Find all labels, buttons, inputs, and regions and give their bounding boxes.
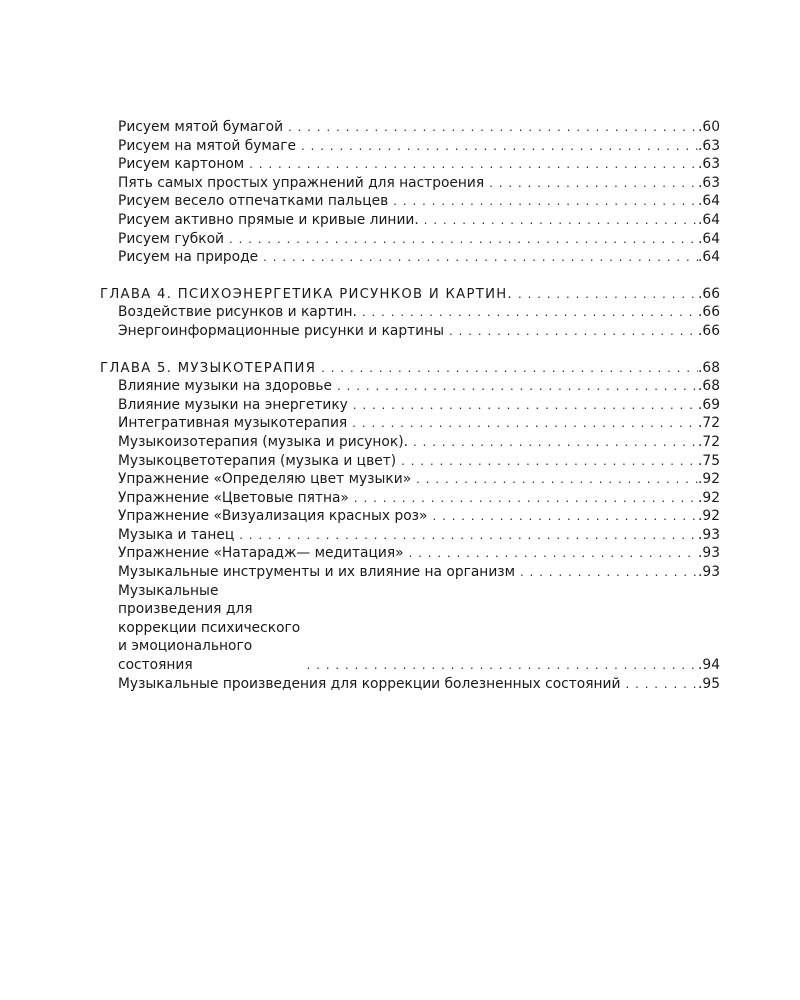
table-of-contents	[100, 118, 720, 693]
toc-entry-page: .63	[698, 174, 720, 191]
toc-entry-title: Музыкоизотерапия (музыка и рисунок).	[118, 433, 408, 450]
toc-entry-page: .92	[698, 508, 720, 525]
dot-leader	[411, 470, 698, 489]
toc-entry-title: Влияние музыки на здоровье	[118, 378, 333, 395]
dot-leader	[348, 396, 698, 415]
toc-entry-page: .60	[698, 119, 720, 135]
toc-entry-title: Рисуем активно прямые и кривые линии.	[118, 211, 419, 228]
toc-entry[interactable]	[100, 526, 720, 545]
toc-entry-page: .93	[698, 545, 720, 562]
toc-entry-page: .68	[698, 359, 720, 376]
dot-leader	[302, 656, 698, 675]
toc-entry-title: Упражнение «Цветовые пятна»	[118, 489, 349, 506]
toc-entry[interactable]	[100, 452, 720, 471]
toc-entry-title: Музыкальные произведения для коррекции психического и эмоционального состояния	[118, 582, 301, 674]
toc-entry[interactable]	[100, 470, 720, 489]
toc-entry-page: .92	[698, 489, 720, 506]
toc-entry-title: Влияние музыки на энергетику	[118, 396, 348, 413]
toc-entry[interactable]	[100, 675, 720, 694]
toc-entry-page: .72	[698, 415, 720, 432]
dot-leader	[244, 155, 698, 174]
toc-entry[interactable]	[100, 303, 720, 322]
toc-entry[interactable]	[100, 489, 720, 508]
toc-chapter-heading[interactable]	[100, 359, 720, 378]
dot-leader	[357, 303, 698, 322]
toc-entry-page: .64	[698, 211, 720, 228]
toc-entry-title: Музыкальные произведения для коррекции болезненных состояний	[118, 675, 621, 692]
dot-leader	[515, 563, 698, 582]
dot-leader	[419, 211, 698, 230]
toc-entry-page: .66	[698, 285, 720, 302]
toc-entry-page: .63	[698, 137, 720, 154]
toc-entry[interactable]	[100, 563, 720, 582]
dot-leader	[349, 489, 698, 508]
toc-entry-page: .64	[698, 249, 720, 266]
toc-chapter-title: ГЛАВА 4. ПСИХОЭНЕРГЕТИКА РИСУНКОВ И КАРТИН.	[100, 286, 513, 302]
toc-entry[interactable]	[100, 211, 720, 230]
toc-entry[interactable]	[100, 396, 720, 415]
toc-entry-page: .95	[698, 675, 720, 692]
dot-leader	[258, 248, 698, 267]
dot-leader	[484, 174, 698, 193]
toc-entry-page: .68	[698, 378, 720, 395]
toc-chapter-title: ГЛАВА 5. МУЗЫКОТЕРАПИЯ	[100, 360, 317, 376]
toc-entry-title: Рисуем картоном	[118, 156, 245, 173]
toc-entry[interactable]	[100, 230, 720, 249]
toc-entry-page: .93	[698, 526, 720, 543]
toc-entry-page: .64	[698, 193, 720, 210]
dot-leader	[427, 507, 698, 526]
dot-leader	[396, 452, 698, 471]
toc-entry-title: Музыкоцветотерапия (музыка и цвет)	[118, 452, 397, 469]
toc-entry-title: Музыкальные инструменты и их влияние на организм	[118, 564, 516, 581]
toc-entry[interactable]	[100, 118, 720, 137]
toc-section-chapter-5	[100, 359, 720, 694]
toc-entry[interactable]	[100, 507, 720, 526]
toc-entry-page: .66	[698, 322, 720, 339]
dot-leader	[283, 118, 698, 137]
dot-leader	[444, 322, 698, 341]
toc-entry-title: Упражнение «Натарадж— медитация»	[118, 545, 404, 562]
dot-leader	[332, 377, 698, 396]
toc-entry[interactable]	[100, 192, 720, 211]
toc-entry[interactable]	[100, 377, 720, 396]
toc-entry[interactable]	[100, 174, 720, 193]
toc-entry-page: .94	[698, 657, 720, 674]
toc-entry-title: Интегративная музыкотерапия	[118, 415, 348, 432]
toc-entry-title: Рисуем губкой	[118, 230, 224, 247]
dot-leader	[388, 192, 698, 211]
dot-leader	[404, 544, 698, 563]
toc-entry-page: .64	[698, 230, 720, 247]
toc-entry[interactable]	[100, 544, 720, 563]
toc-entry-page: .66	[698, 304, 720, 321]
dot-leader	[224, 230, 698, 249]
toc-entry-title: Упражнение «Определяю цвет музыки»	[118, 471, 412, 488]
toc-entry[interactable]	[100, 433, 720, 452]
toc-entry[interactable]	[100, 155, 720, 174]
toc-section-drawing	[100, 118, 720, 267]
toc-entry-title: Пять самых простых упражнений для настроения	[118, 174, 485, 191]
toc-chapter-heading[interactable]	[100, 285, 720, 304]
dot-leader	[620, 675, 698, 694]
toc-entry-page: .75	[698, 452, 720, 469]
dot-leader	[513, 285, 698, 304]
toc-entry-title: Рисуем на мятой бумаге	[118, 137, 296, 154]
toc-entry-title: Рисуем на природе	[118, 249, 259, 266]
toc-section-chapter-4	[100, 285, 720, 341]
toc-entry-title: Воздействие рисунков и картин.	[118, 304, 357, 321]
toc-entry-page: .63	[698, 156, 720, 173]
toc-entry-page: .69	[698, 396, 720, 413]
dot-leader	[408, 433, 698, 452]
toc-entry[interactable]	[100, 137, 720, 156]
toc-entry-title: Рисуем весело отпечатками пальцев	[118, 193, 389, 210]
toc-entry[interactable]	[100, 582, 720, 675]
dot-leader	[234, 526, 698, 545]
toc-entry-page: .92	[698, 471, 720, 488]
dot-leader	[347, 414, 698, 433]
toc-entry[interactable]	[100, 248, 720, 267]
toc-entry[interactable]	[100, 414, 720, 433]
dot-leader	[296, 137, 698, 156]
toc-entry-title: Рисуем мятой бумагой	[118, 119, 284, 135]
toc-entry-page: .93	[698, 564, 720, 581]
toc-entry-title: Упражнение «Визуализация красных роз»	[118, 508, 428, 525]
toc-entry[interactable]	[100, 322, 720, 341]
toc-entry-title: Музыка и танец	[118, 526, 235, 543]
dot-leader	[316, 359, 698, 378]
toc-entry-title: Энергоинформационные рисунки и картины	[118, 322, 445, 339]
toc-entry-page: .72	[698, 433, 720, 450]
